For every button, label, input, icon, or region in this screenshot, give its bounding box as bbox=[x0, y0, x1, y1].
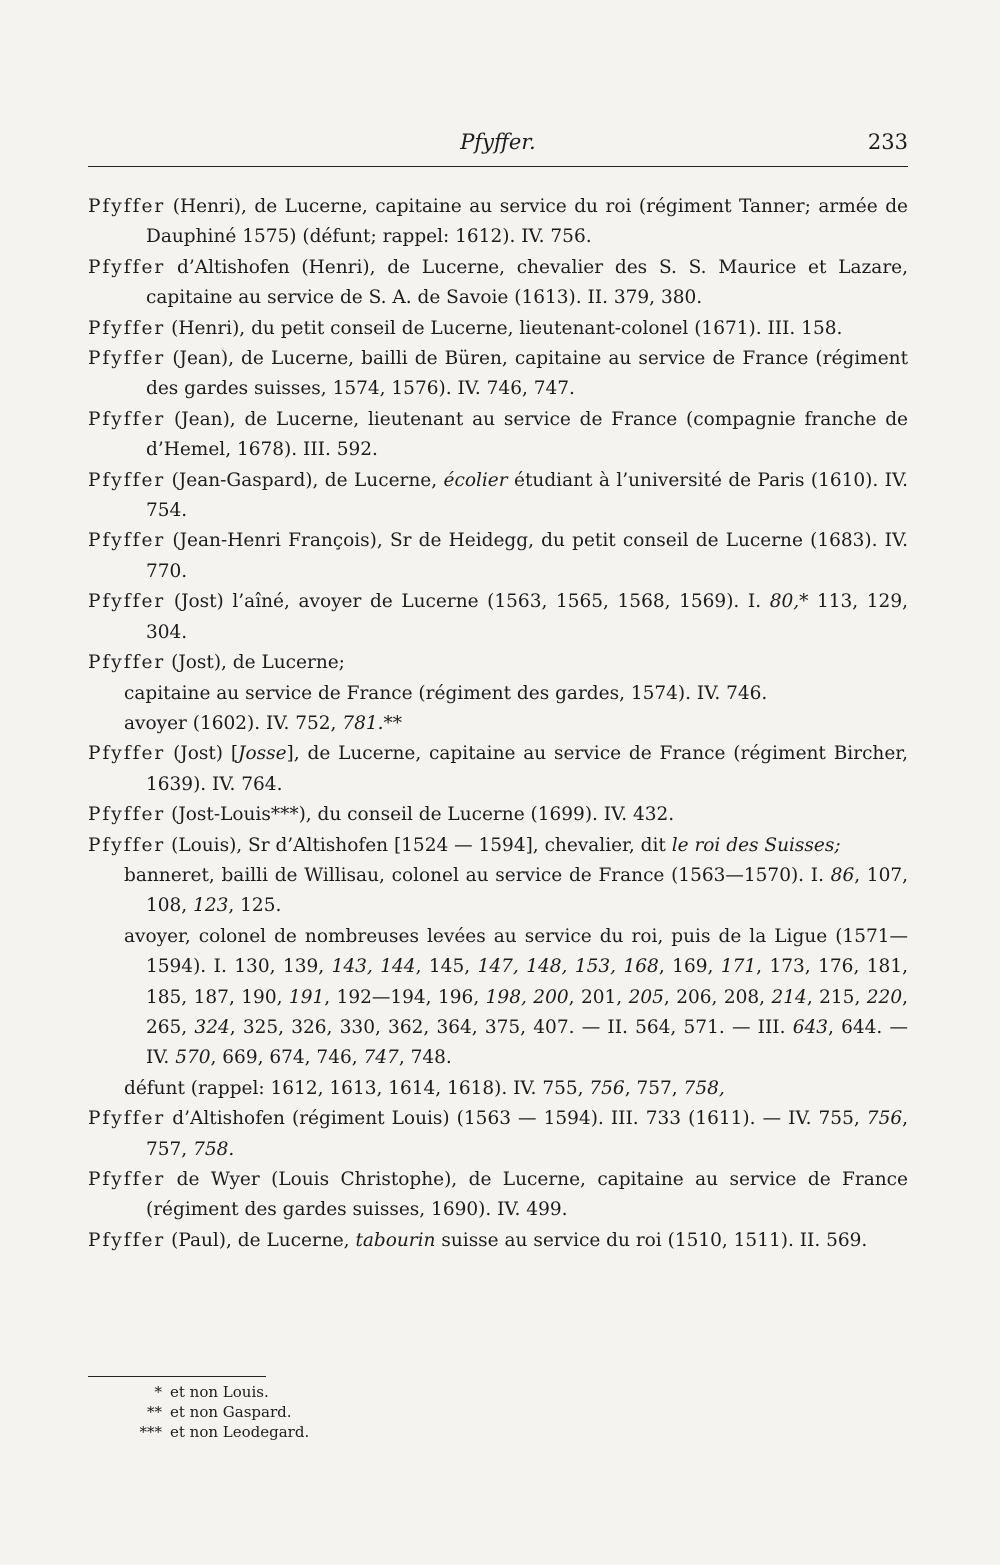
entry-name: Pfyffer bbox=[88, 317, 166, 339]
subentry-italic: 758, bbox=[683, 1077, 725, 1099]
entry-text: (Henri), de Lucerne, capitaine au service du roi (régiment Tanner; armée de Dauphiné 1575) (défunt; rappel: 1612). IV. 756. bbox=[146, 196, 908, 248]
entry-name: Pfyffer bbox=[88, 348, 166, 370]
footnote-text: et non Leodegard. bbox=[170, 1423, 310, 1441]
entry-text: 113, 129, 304. bbox=[146, 591, 908, 643]
subentry-text: , 192—194, 196, bbox=[324, 986, 486, 1008]
subentry-text: , 201, bbox=[568, 986, 629, 1008]
index-subentry bbox=[88, 679, 908, 709]
entry-italic: Josse bbox=[238, 743, 287, 765]
entry-text: (Jost-Louis***), du conseil de Lucerne (1699). IV. 432. bbox=[165, 804, 675, 826]
running-title: Pfyffer. bbox=[460, 130, 536, 154]
entry-name: Pfyffer bbox=[88, 652, 166, 674]
index-body bbox=[88, 192, 908, 1256]
index-subentry bbox=[88, 709, 908, 739]
subentry-italic: 86 bbox=[830, 864, 855, 886]
running-header bbox=[88, 128, 908, 167]
subentry-italic: 171 bbox=[720, 956, 757, 978]
index-entry bbox=[88, 314, 908, 344]
subentry-italic: 198, 200 bbox=[485, 986, 569, 1008]
index-entry bbox=[88, 1226, 908, 1256]
subentry-text: , 669, 674, 746, bbox=[210, 1047, 364, 1069]
index-entry bbox=[88, 800, 908, 830]
subentry-text: , 206, 208, bbox=[663, 986, 772, 1008]
entry-text: étudiant à l’université de Paris (1610). IV. 754. bbox=[146, 469, 908, 522]
entry-name: Pfyffer bbox=[88, 834, 166, 856]
subentry-text: , 169, bbox=[658, 956, 721, 978]
subentry-italic: 570 bbox=[175, 1047, 211, 1069]
subentry-italic: 214 bbox=[771, 986, 807, 1008]
index-subentry bbox=[88, 1074, 908, 1104]
index-entry bbox=[88, 344, 908, 405]
index-entry bbox=[88, 587, 908, 648]
entry-italic: 758. bbox=[193, 1138, 235, 1160]
subentry-text: avoyer (1602). IV. 752, bbox=[124, 712, 343, 734]
footnote bbox=[122, 1422, 309, 1442]
subentry-italic: 143, 144 bbox=[331, 956, 416, 978]
entry-text: suisse au service du roi (1510, 1511). II. 569. bbox=[435, 1229, 868, 1251]
subentry-text: , 215, bbox=[806, 986, 867, 1008]
index-entry bbox=[88, 466, 908, 527]
entry-text: (Jean-Gaspard), de Lucerne, bbox=[165, 469, 444, 491]
entry-name: Pfyffer bbox=[88, 196, 166, 217]
subentry-italic: 147, 148, 153, 168 bbox=[477, 956, 659, 978]
subentry-italic: 324 bbox=[194, 1016, 230, 1038]
page-number: 233 bbox=[867, 130, 908, 154]
entry-text: d’Altishofen (Henri), de Lucerne, chevalier des S. S. Maurice et Lazare, capitaine au service de S. A. de Savoie (1613). II. 379, 380. bbox=[146, 256, 908, 309]
entry-name: Pfyffer bbox=[88, 804, 166, 826]
footnotes bbox=[122, 1382, 309, 1442]
footnote-mark: * bbox=[154, 1383, 162, 1401]
subentry-text: , 757, bbox=[624, 1077, 684, 1099]
subentry-text: , 644. — IV. bbox=[146, 1016, 909, 1069]
subentry-italic: 756 bbox=[589, 1077, 625, 1099]
index-entry bbox=[88, 405, 908, 466]
subentry-text: avoyer, colonel de nombreuses levées au service du roi, puis de la Ligue (1571—1594). I. 130, 139, bbox=[124, 925, 908, 978]
footnote-divider bbox=[88, 1376, 266, 1377]
index-entry bbox=[88, 526, 908, 587]
footnote-mark: *** bbox=[139, 1423, 162, 1441]
footnote-mark: ** bbox=[147, 1403, 162, 1421]
subentry-italic: 220 bbox=[866, 986, 903, 1008]
subentry-text: , 265, bbox=[146, 986, 908, 1038]
index-entry bbox=[88, 739, 908, 800]
entry-italic: 756 bbox=[866, 1108, 903, 1130]
subentry-text: , 173, 176, 181, 185, 187, 190, bbox=[146, 956, 908, 1008]
entry-text: (Jost), de Lucerne; bbox=[165, 652, 345, 674]
entry-text: (Jean), de Lucerne, bailli de Büren, capitaine au service de France (régiment des gardes suisses, 1574, 1576). IV. 746, 747. bbox=[146, 348, 908, 400]
index-entry bbox=[88, 192, 908, 253]
entry-text: (Jean), de Lucerne, lieutenant au service de France (compagnie franche de d’Hemel, 1678). III. 592. bbox=[146, 408, 908, 461]
entry-name: Pfyffer bbox=[88, 591, 166, 613]
entry-name: Pfyffer bbox=[88, 256, 166, 278]
subentry-italic: 781.** bbox=[342, 712, 402, 734]
entry-italic: le roi des Suisses; bbox=[671, 834, 841, 856]
entry-text: (Paul), de Lucerne, bbox=[165, 1229, 356, 1251]
footnote bbox=[122, 1382, 309, 1402]
subentry-text: capitaine au service de France (régiment des gardes, 1574). IV. 746. bbox=[124, 682, 768, 704]
index-entry bbox=[88, 1104, 908, 1165]
index-entry bbox=[88, 253, 908, 314]
entry-name: Pfyffer bbox=[88, 469, 166, 491]
entry-text: , 757, bbox=[146, 1108, 908, 1160]
index-subentry bbox=[88, 922, 908, 1074]
subentry-text: , 145, bbox=[415, 956, 478, 978]
subentry-italic: 643 bbox=[792, 1016, 828, 1038]
entry-text: d’Altishofen (régiment Louis) (1563 — 1594). III. 733 (1611). — IV. 755, bbox=[165, 1108, 867, 1130]
subentry-text: , 325, 326, 330, 362, 364, 375, 407. — II. 564, 571. — III. bbox=[229, 1016, 793, 1038]
footnote bbox=[122, 1402, 309, 1422]
subentry-text: , 748. bbox=[398, 1047, 452, 1069]
subentry-text: banneret, bailli de Willisau, colonel au service de France (1563—1570). I. bbox=[124, 864, 831, 886]
entry-text: (Henri), du petit conseil de Lucerne, lieutenant-colonel (1671). III. 158. bbox=[165, 317, 843, 339]
index-subentry bbox=[88, 861, 908, 922]
subentry-text: , 107, 108, bbox=[146, 864, 908, 917]
entry-name: Pfyffer bbox=[88, 743, 166, 765]
index-entry bbox=[88, 831, 908, 861]
subentry-text: défunt (rappel: 1612, 1613, 1614, 1618). IV. 755, bbox=[124, 1077, 590, 1099]
entry-name: Pfyffer bbox=[88, 408, 166, 430]
entry-name: Pfyffer bbox=[88, 1229, 166, 1251]
entry-italic: 80,* bbox=[769, 591, 809, 613]
entry-text: (Jost) [ bbox=[165, 743, 239, 765]
subentry-italic: 123 bbox=[193, 895, 229, 917]
entry-text: (Jost) l’aîné, avoyer de Lucerne (1563, 1565, 1568, 1569). I. bbox=[165, 591, 770, 613]
entry-text: (Louis), Sr d’Altishofen [1524 — 1594], chevalier, dit bbox=[165, 834, 672, 856]
entry-name: Pfyffer bbox=[88, 1169, 166, 1190]
entry-text: ], de Lucerne, capitaine au service de France (régiment Bircher, 1639). IV. 764. bbox=[146, 743, 908, 795]
entry-text: (Jean-Henri François), Sr de Heidegg, du petit conseil de Lucerne (1683). IV. 770. bbox=[146, 530, 908, 582]
subentry-italic: 205 bbox=[628, 986, 664, 1008]
subentry-italic: 747 bbox=[363, 1047, 399, 1069]
entry-name: Pfyffer bbox=[88, 1108, 166, 1130]
subentry-text: , 125. bbox=[228, 895, 282, 917]
index-entry bbox=[88, 648, 908, 678]
index-entry bbox=[88, 1165, 908, 1226]
subentry-italic: 191 bbox=[288, 986, 325, 1008]
footnote-text: et non Louis. bbox=[170, 1383, 269, 1401]
entry-text: de Wyer (Louis Christophe), de Lucerne, capitaine au service de France (régiment des gardes suisses, 1690). IV. 499. bbox=[146, 1169, 908, 1221]
entry-italic: écolier bbox=[443, 469, 508, 491]
entry-name: Pfyffer bbox=[88, 530, 166, 552]
footnote-text: et non Gaspard. bbox=[170, 1403, 292, 1421]
entry-italic: tabourin bbox=[355, 1229, 436, 1251]
